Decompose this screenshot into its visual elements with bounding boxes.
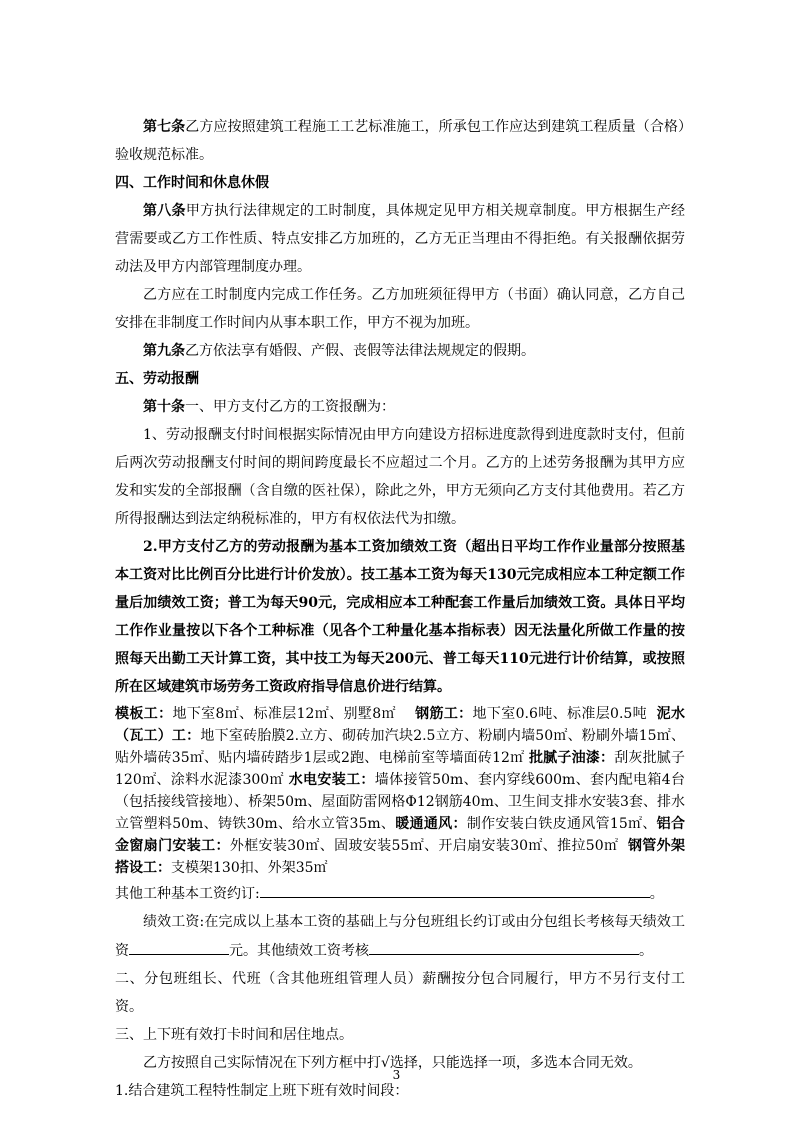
quota-label-plumbing: 水电安装工： [288, 772, 375, 788]
article-10 [115, 393, 685, 421]
quota-label-painting: 批腻子油漆： [528, 750, 615, 766]
quota-label-window: 铝合金窗扇门安装工： [115, 816, 685, 854]
article-9-text: 乙方依法享有婚假、产假、丧假等法律法规规定的假期。 [185, 343, 535, 359]
payment-time-paragraph: 1、劳动报酬支付时间根据实际情况由甲方向建设方招标进度款得到进度款时支付，但前后两次劳动报酬支付时间的期间跨度最长不应超过二个月。乙方的上述劳务报酬为其甲方应发和实发的全部报酬（含自缴的医社保），除此之外，甲方无须向乙方支付其他费用。若乙方所得报酬达到法定纳税标准的，甲方有权依法代为扣缴。 [115, 427, 685, 527]
quota-text-rebar: 地下室0.6吨、标准层0.5吨 [472, 706, 648, 722]
quota-text-painting: 刮灰批腻子120㎡、涂料水泥漆300㎡ [115, 750, 685, 788]
article-8-text: 甲方执行法律规定的工时制度，具体规定见甲方相关规章制度。甲方根据生产经营需要或乙方工作性质、特点安排乙方加班的，乙方无正当理由不得拒绝。有关报酬依据劳动法及甲方内部管理制度办理。 [115, 203, 685, 275]
other-wage-blank[interactable] [260, 879, 650, 898]
quota-text-scaffold: 支模架130扣、外架35㎡ [171, 860, 328, 876]
performance-assessment-blank[interactable] [369, 936, 639, 955]
document-body [115, 113, 685, 1105]
other-wage-label: 其他工种基本工资约订: [115, 886, 260, 902]
performance-amount-blank[interactable] [129, 936, 229, 955]
quota-label-scaffold: 钢管外架搭设工： [115, 838, 686, 876]
quota-text-hvac: 制作安装白铁皮通风管15㎡、 [466, 816, 657, 832]
wage-structure-paragraph: 2.甲方支付乙方的劳动报酬为基本工资加绩效工资（超出日平均工作作业量部分按照基本工资对比比例百分比进行计价发放）。技工基本工资为每天130元完成相应本工种定额工作量后加绩效工资；普工为每天90元，完成相应本工种配套工作量后加绩效工资。具体日平均工作作业量按以下各个工种标准（见各个工种量化基本指标表）因无法量化所做工作量的按照每天出勤工天计算工资，其中技工为每天200元、普工每天110元进行计价结算，或按照所在区域建筑市场劳务工资政府指导信息价进行结算。 [115, 539, 685, 695]
section-5-title: 五、劳动报酬 [115, 371, 199, 387]
article-7 [115, 113, 685, 169]
quota-label-hvac: 暖通通风： [395, 816, 467, 832]
quota-label-formwork: 模板工： [115, 706, 173, 722]
article-8-heading: 第八条 [143, 203, 186, 219]
article-10-text: 一、甲方支付乙方的工资报酬为： [185, 399, 395, 415]
quota-text-window: 外框安装30㎡、固玻安装55㎡、开启扇安装30㎡、推拉50㎡ [229, 838, 619, 854]
article-10-heading: 第十条 [143, 399, 185, 415]
other-wage-line [115, 879, 685, 908]
performance-wage-mid: 元。其他绩效工资考核 [229, 943, 369, 959]
article-9-heading: 第九条 [143, 343, 185, 359]
quota-label-masonry: 泥水（瓦工）工： [115, 706, 686, 744]
quota-text-plumbing: 墙体接管50m、套内穿线600m、套内配电箱4台（包括接线管接地）、桥架50m、屋面防雷网格Φ12钢筋40m、卫生间支排水安装3套、排水立管塑料50m、铸铁30m、给水立管35m、 [115, 772, 685, 832]
performance-wage-paragraph [115, 908, 685, 965]
team-leader-paragraph: 二、分包班组长、代班（含其他班组管理人员）薪酬按分包合同履行，甲方不另行支付工资。 [115, 971, 685, 1015]
article-7-text: 乙方应按照建筑工程施工工艺标准施工，所承包工作应达到建筑工程质量（合格）验收规范标准。 [115, 119, 686, 163]
overtime-paragraph: 乙方应在工时制度内完成工作任务。乙方加班须征得甲方（书面）确认同意，乙方自己安排在非制度工作时间内从事本职工作，甲方不视为加班。 [115, 287, 685, 331]
quota-text-masonry: 地下室砖胎膜2.立方、砌砖加汽块2.5立方、粉刷内墙50㎡、粉刷外墙15㎡、贴外墙砖35㎡、贴内墙砖踏步1层或2跑、电梯前室等墙面砖12㎡ [115, 728, 686, 766]
quota-text-formwork: 地下室8㎡、标准层12㎡、别墅8㎡ [172, 706, 396, 722]
article-8 [115, 197, 685, 281]
work-hours-item: 1.结合建筑工程特性制定上班下班有效时间段： [115, 1083, 409, 1099]
section-4-title: 四、工作时间和休息休假 [115, 175, 269, 191]
selection-instruction: 乙方按照自己实际情况在下列方框中打√选择，只能选择一项，多选本合同无效。 [143, 1055, 642, 1071]
article-9 [115, 337, 685, 365]
quota-label-rebar: 钢筋工： [415, 706, 473, 722]
page-number: 3 [392, 1068, 401, 1082]
article-7-heading: 第七条 [143, 119, 186, 135]
performance-wage-end: 。 [639, 943, 653, 959]
performance-wage-text: 绩效工资:在完成以上基本工资的基础上与分包班组长约订或由分包组长考核每天绩效工资 [115, 914, 685, 959]
work-quota-list [115, 703, 685, 879]
clock-in-paragraph: 三、上下班有效打卡时间和居住地点。 [115, 1027, 353, 1043]
other-wage-end: 。 [649, 886, 664, 902]
